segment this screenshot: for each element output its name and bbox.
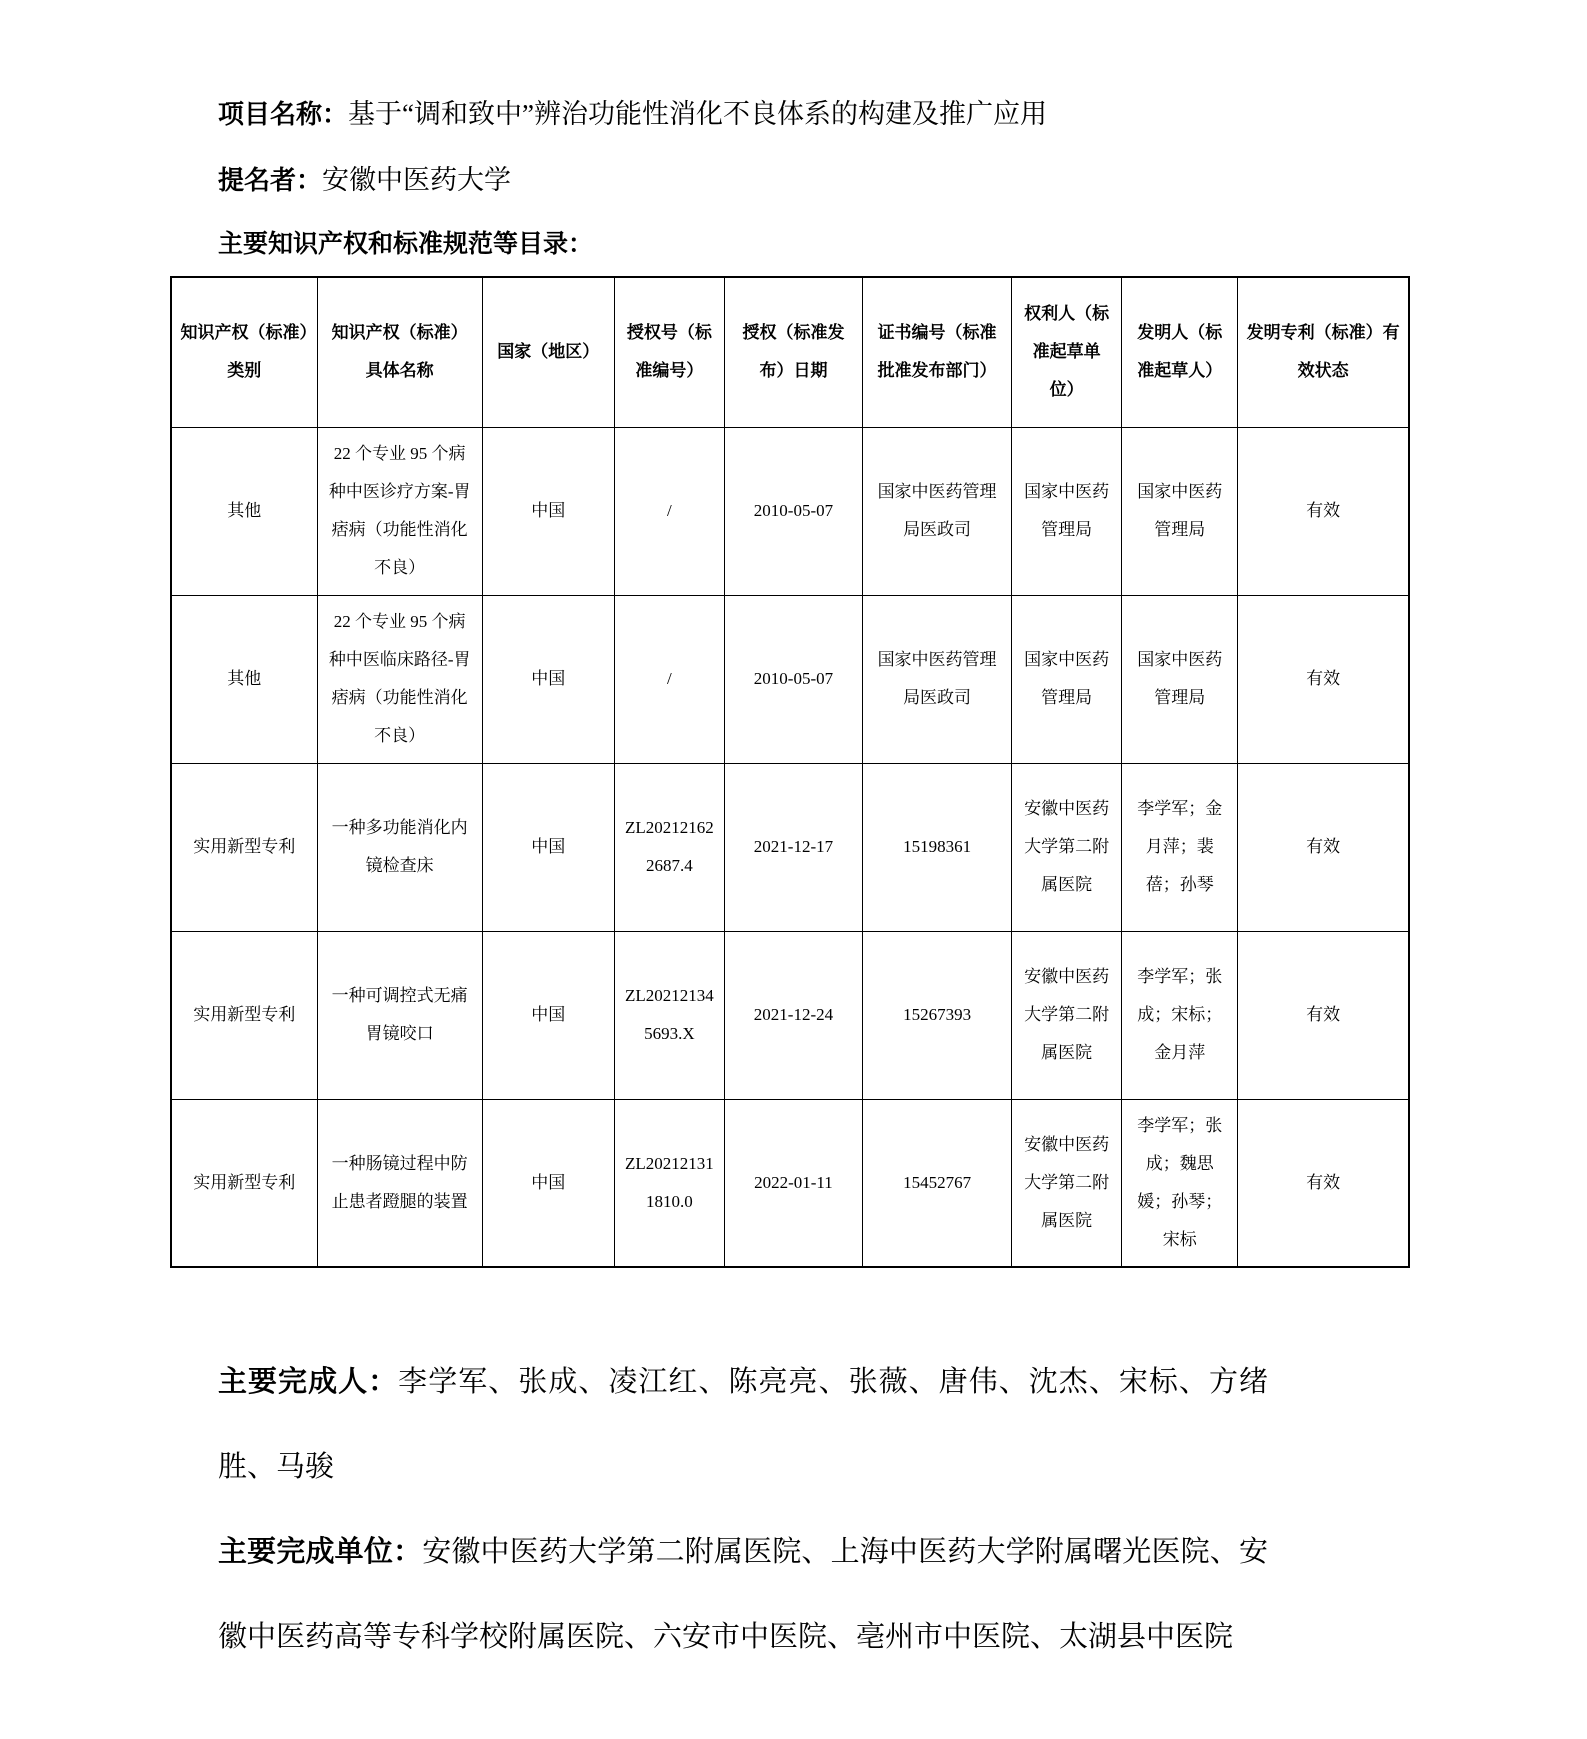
table-row xyxy=(171,931,1409,1099)
table-cell: 中国 xyxy=(482,931,614,1099)
table-cell: 国家中医药管理局医政司 xyxy=(863,595,1012,763)
table-cell: 15452767 xyxy=(863,1099,1012,1267)
main-completers-names: 李学军、张成、凌江红、陈亮亮、张薇、唐伟、沈杰、宋标、方绪胜、马骏 xyxy=(218,1366,1268,1483)
table-cell: 一种可调控式无痛胃镜咬口 xyxy=(317,931,482,1099)
table-cell: 2022-01-11 xyxy=(724,1099,862,1267)
table-cell: 李学军；金月萍；裴蓓；孙琴 xyxy=(1122,763,1238,931)
ip-standards-table xyxy=(170,276,1410,1268)
nominator-label: 提名者： xyxy=(218,165,323,195)
main-units-names: 安徽中医药大学第二附属医院、上海中医药大学附属曙光医院、安徽中医药高等专科学校附属医院、六安市中医院、亳州市中医院、太湖县中医院 xyxy=(218,1536,1268,1653)
table-cell: 2010-05-07 xyxy=(724,427,862,595)
project-name-label: 项目名称： xyxy=(218,99,349,129)
table-cell: 中国 xyxy=(482,1099,614,1267)
table-row xyxy=(171,1099,1409,1267)
column-header: 国家（地区） xyxy=(482,277,614,427)
catalog-heading: 主要知识产权和标准规范等目录： xyxy=(218,230,594,258)
table-cell: / xyxy=(614,595,724,763)
table-cell: / xyxy=(614,427,724,595)
table-cell: 李学军；张成；宋标；金月萍 xyxy=(1122,931,1238,1099)
table-cell: 国家中医药管理局 xyxy=(1122,427,1238,595)
table-cell: ZL202121345693.X xyxy=(614,931,724,1099)
table-cell: 中国 xyxy=(482,427,614,595)
table-cell: 安徽中医药大学第二附属医院 xyxy=(1012,763,1122,931)
table-row xyxy=(171,763,1409,931)
table-header-row xyxy=(171,277,1409,427)
table-cell: 其他 xyxy=(171,595,317,763)
table-cell: 有效 xyxy=(1238,763,1409,931)
table-cell: 安徽中医药大学第二附属医院 xyxy=(1012,931,1122,1099)
table-cell: 李学军；张成；魏思媛；孙琴；宋标 xyxy=(1122,1099,1238,1267)
table-cell: 15267393 xyxy=(863,931,1012,1099)
table-row xyxy=(171,595,1409,763)
table-cell: 2021-12-17 xyxy=(724,763,862,931)
column-header: 授权号（标准编号） xyxy=(614,277,724,427)
nominator-line xyxy=(218,162,1587,198)
table-cell: 国家中医药管理局医政司 xyxy=(863,427,1012,595)
table-cell: 实用新型专利 xyxy=(171,763,317,931)
main-completers-label: 主要完成人： xyxy=(218,1366,399,1398)
table-cell: 15198361 xyxy=(863,763,1012,931)
main-completers-paragraph xyxy=(218,1340,1268,1510)
table-cell: 国家中医药管理局 xyxy=(1012,427,1122,595)
column-header: 发明人（标准起草人） xyxy=(1122,277,1238,427)
column-header: 授权（标准发布）日期 xyxy=(724,277,862,427)
table-body xyxy=(171,427,1409,1267)
project-name-line xyxy=(218,96,1587,132)
table-cell: 一种肠镜过程中防止患者蹬腿的装置 xyxy=(317,1099,482,1267)
table-cell: 有效 xyxy=(1238,427,1409,595)
table-cell: 安徽中医药大学第二附属医院 xyxy=(1012,1099,1122,1267)
column-header: 知识产权（标准）类别 xyxy=(171,277,317,427)
table-head xyxy=(171,277,1409,427)
table-cell: 22 个专业 95 个病种中医诊疗方案-胃痞病（功能性消化不良） xyxy=(317,427,482,595)
table-cell: 有效 xyxy=(1238,1099,1409,1267)
main-units-paragraph xyxy=(218,1510,1268,1680)
project-name-value: 基于“调和致中”辨治功能性消化不良体系的构建及推广应用 xyxy=(348,99,1047,129)
table-cell: 2010-05-07 xyxy=(724,595,862,763)
column-header: 知识产权（标准）具体名称 xyxy=(317,277,482,427)
column-header: 发明专利（标准）有效状态 xyxy=(1238,277,1409,427)
table-cell: 一种多功能消化内镜检查床 xyxy=(317,763,482,931)
table-cell: ZL202121622687.4 xyxy=(614,763,724,931)
column-header: 权利人（标准起草单位） xyxy=(1012,277,1122,427)
table-cell: 有效 xyxy=(1238,595,1409,763)
table-cell: 国家中医药管理局 xyxy=(1012,595,1122,763)
table-cell: 其他 xyxy=(171,427,317,595)
main-units-label: 主要完成单位： xyxy=(218,1536,423,1568)
table-cell: 中国 xyxy=(482,595,614,763)
bottom-text-block xyxy=(218,1340,1268,1680)
table-cell: 国家中医药管理局 xyxy=(1122,595,1238,763)
table-cell: 中国 xyxy=(482,763,614,931)
table-cell: 实用新型专利 xyxy=(171,931,317,1099)
table-cell: 22 个专业 95 个病种中医临床路径-胃痞病（功能性消化不良） xyxy=(317,595,482,763)
table-cell: 2021-12-24 xyxy=(724,931,862,1099)
table-cell: ZL202121311810.0 xyxy=(614,1099,724,1267)
table-cell: 实用新型专利 xyxy=(171,1099,317,1267)
table-row xyxy=(171,427,1409,595)
table-cell: 有效 xyxy=(1238,931,1409,1099)
nominator-value: 安徽中医药大学 xyxy=(322,165,512,195)
column-header: 证书编号（标准批准发布部门） xyxy=(863,277,1012,427)
